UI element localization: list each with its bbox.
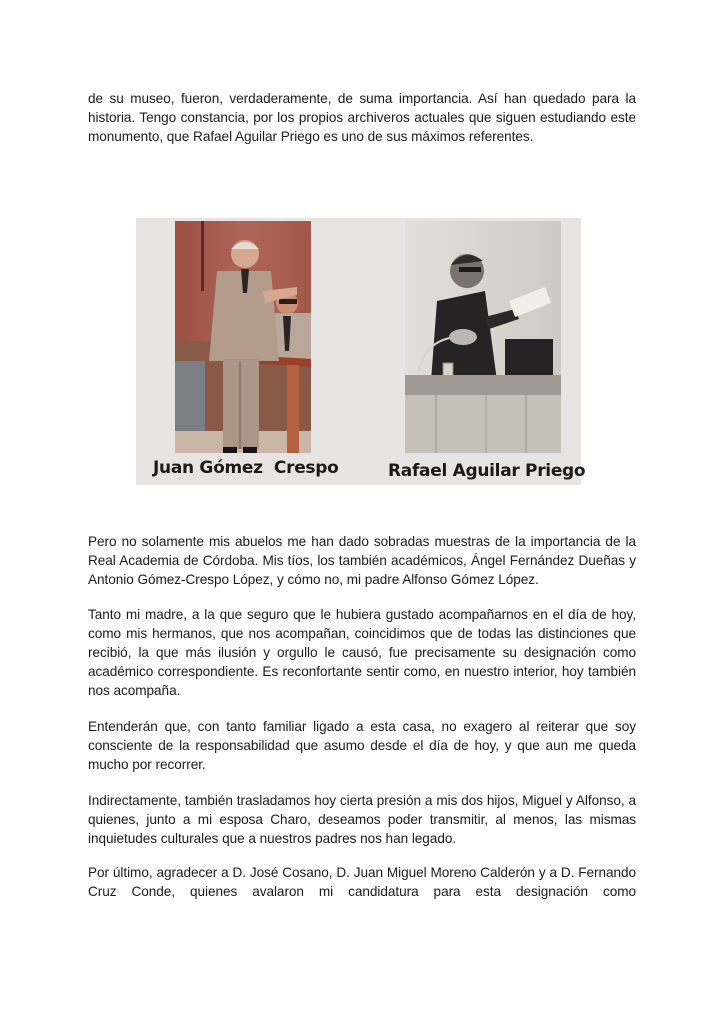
photo-figure	[136, 218, 586, 485]
photo-illustration-left	[175, 221, 311, 453]
caption-rafael-aguilar-priego: Rafael Aguilar Priego	[388, 461, 586, 481]
paragraph: Entenderán que, con tanto familiar ligado a esta casa, no exagero al reiterar que soy consciente de la responsabilidad que asumo desde el día de hoy, y que aun me queda mucho por recorrer.	[88, 719, 636, 772]
paragraph: Tanto mi madre, a la que seguro que le hubiera gustado acompañarnos en el día de hoy, como mis hermanos, que nos acompañan, coincidimos que de todas las distinciones que recibió, la que más ilusión y orgullo le causó, fue precisamente su designación como académico correspondiente. Es reconfortante sentir como, en nuestro interior, hoy también nos acompaña.	[88, 607, 636, 698]
photo-illustration-right	[405, 221, 561, 453]
paragraph: de su museo, fueron, verdaderamente, de suma importancia. Así han quedado para la historia. Tengo constancia, por los propios archiveros actuales que siguen estudiando este monumento, que Rafael Aguilar Priego es uno de sus máximos referentes.	[88, 91, 636, 144]
paragraph-last: Por último, agradecer a D. José Cosano, D. Juan Miguel Moreno Calderón y a D. Fernando Cruz Conde, quienes avalaron mi candidatura para esta designación como	[88, 865, 636, 899]
photo-juan-gomez-crespo	[175, 221, 311, 453]
photo-rafael-aguilar-priego	[405, 221, 561, 453]
caption-juan-gomez-crespo: Juan Gómez Crespo	[153, 458, 339, 478]
paragraph: Indirectamente, también trasladamos hoy cierta presión a mis dos hijos, Miguel y Alfonso, a quienes, junto a mi esposa Charo, deseamos poder transmitir, al menos, las mismas inquietudes culturales que a nuestros padres nos han legado.	[88, 793, 636, 846]
paragraph: Pero no solamente mis abuelos me han dado sobradas muestras de la importancia de la Real Academia de Córdoba. Mis tíos, los también académicos, Ángel Fernández Dueñas y Antonio Gómez-Crespo López, y cómo no, mi padre Alfonso Gómez López.	[88, 534, 636, 587]
